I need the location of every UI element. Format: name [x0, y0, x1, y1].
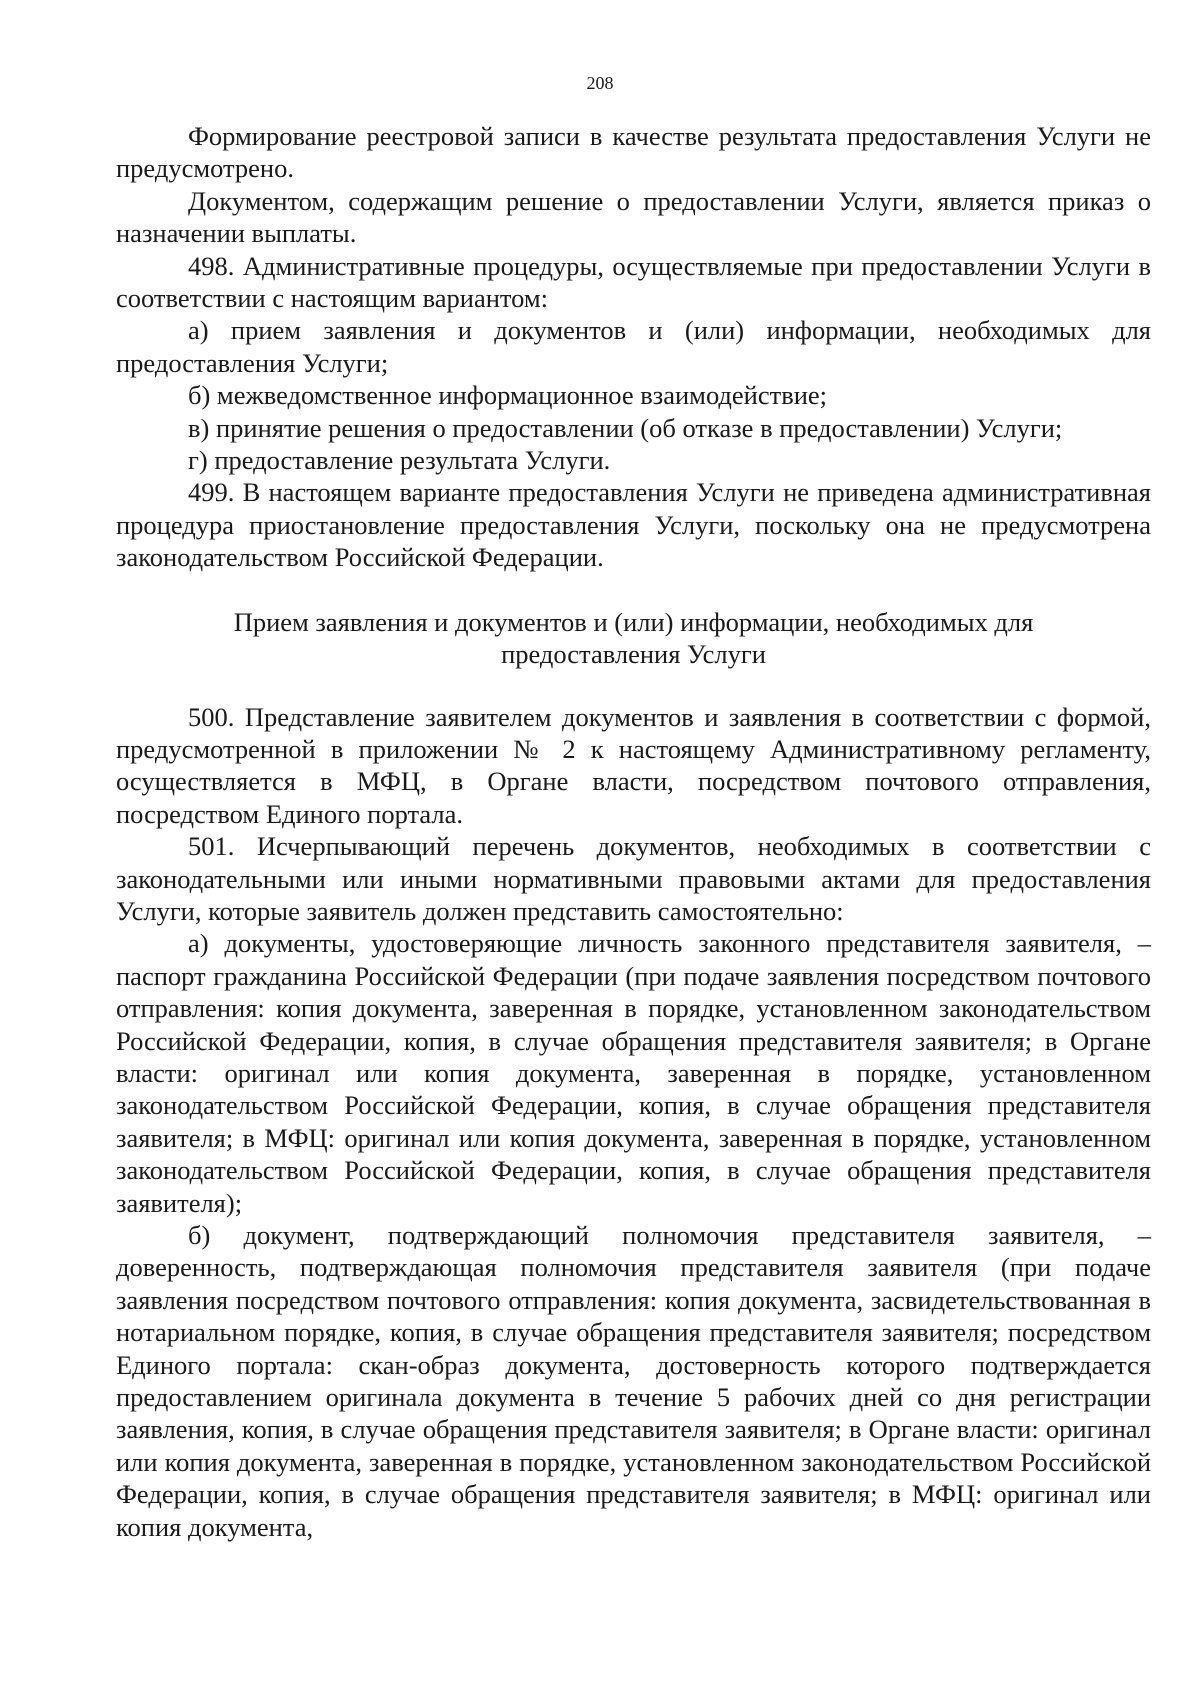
list-item-b: б) межведомственное информационное взаимодействие; — [188, 380, 828, 411]
list-item-v: в) принятие решения о предоставлении (об отказе в предоставлении) Услуги; — [188, 412, 1063, 443]
paragraph-499: 499. В настоящем варианте предоставления Услуги не приведена административная процедура приостановление предоставления Услуги, поскольку она не предусмотрена законодательством Российской Федерации. — [116, 477, 1151, 573]
list-item-501-b: б) документ, подтверждающий полномочия представителя заявителя, – доверенность, подтверждающая полномочия представителя заявителя (при подаче заявления посредством почтового отправления: копия документа, засвидетельствованная в нотариальном порядке, копия, в случае обращения представителя заявителя; посредством Единого портала: скан-образ документа, достоверность которого подтверждается предоставлением оригинала документа в течение 5 рабочих дней со дня регистрации заявления, копия, в случае обращения представителя заявителя; в Органе власти: оригинал или копия документа, заверенная в порядке, установленном законодательством Российской Федерации, копия, в случае обращения представителя заявителя; в МФЦ: оригинал или копия документа, — [116, 1220, 1151, 1542]
paragraph-498: 498. Административные процедуры, осуществляемые при предоставлении Услуги в соответствии с настоящим вариантом: — [116, 250, 1151, 314]
list-item-501-a: а) документы, удостоверяющие личность законного представителя заявителя, – паспорт гражданина Российской Федерации (при подаче заявления посредством почтового отправления: копия документа, заверенная в порядке, установленном законодательством Российской Федерации, копия, в случае обращения представителя заявителя; в Органе власти: оригинал или копия документа, заверенная в порядке, установленном законодательством Российской Федерации, копия, в случае обращения представителя заявителя; в МФЦ: оригинал или копия документа, заверенная в порядке, установленном законодательством Российской Федерации, копия, в случае обращения представителя заявителя); — [116, 928, 1151, 1218]
paragraph-decision-document: Документом, содержащим решение о предоставлении Услуги, является приказ о назначении выплаты. — [116, 185, 1151, 249]
list-item-a: а) прием заявления и документов и (или) информации, необходимых для предоставления Услуги; — [116, 315, 1151, 378]
paragraph-500: 500. Представление заявителем документов и заявления в соответствии с формой, предусмотренной в приложении № 2 к настоящему Административному регламенту, осуществляется в МФЦ, в Органе власти, посредством почтового отправления, посредством Единого портала. — [116, 701, 1151, 829]
section-heading: Прием заявления и документов и (или) информации, необходимых для предоставления Услуги — [233, 606, 1034, 670]
document-body — [116, 120, 1151, 1543]
paragraph-registry-record: Формирование реестровой записи в качестве результата предоставления Услуги не предусмотрено. — [116, 121, 1151, 184]
paragraph-501: 501. Исчерпывающий перечень документов, необходимых в соответствии с законодательными или иными нормативными правовыми актами для предоставления Услуги, которые заявитель должен представить самостоятельно: — [116, 831, 1151, 926]
list-item-g: г) предоставление результата Услуги. — [188, 445, 611, 476]
page-number: 208 — [586, 73, 614, 93]
